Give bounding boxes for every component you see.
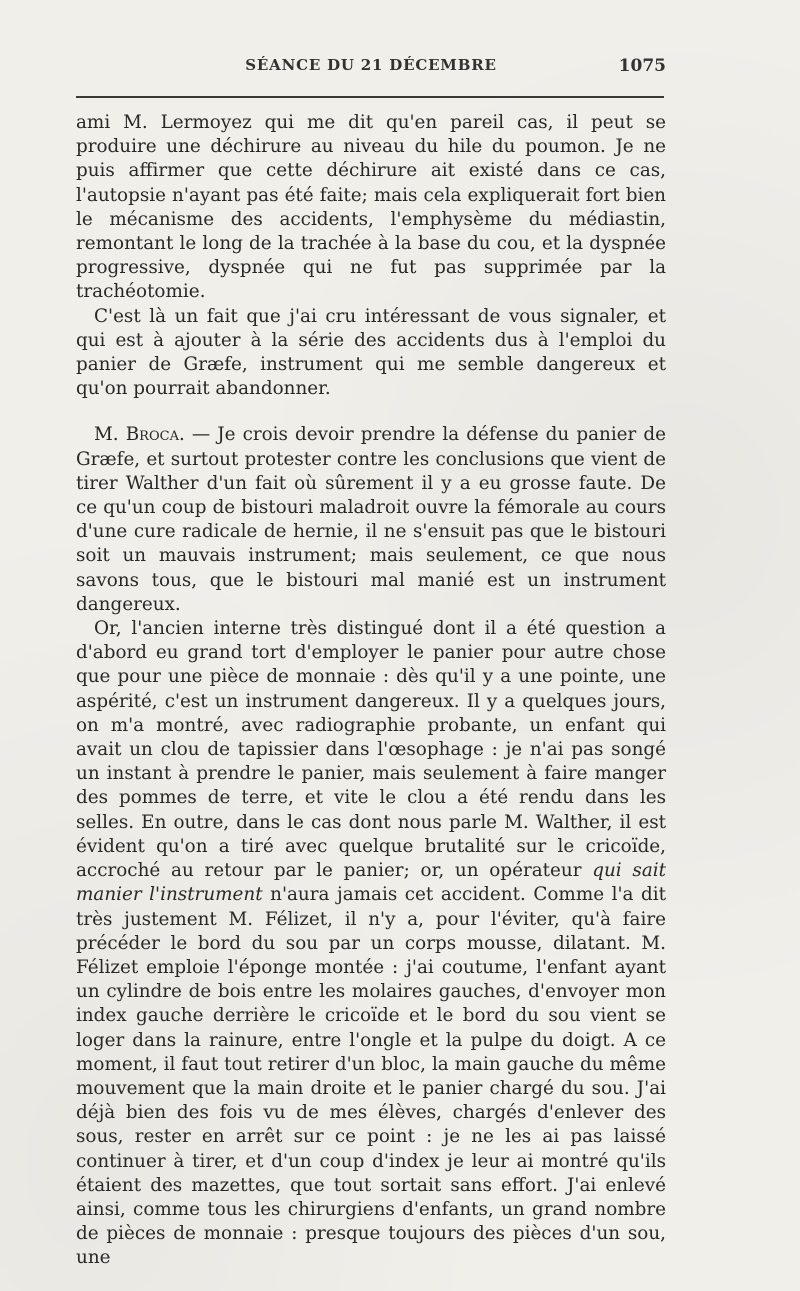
- page-number: 1075: [618, 56, 666, 76]
- header-rule: [76, 96, 664, 98]
- body-text: [76, 111, 666, 1271]
- paragraph-technique: [76, 617, 666, 1270]
- paragraph-conclusion: C'est là un fait que j'ai cru intéressant de vous signaler, et qui est à ajouter à la série des accidents dus à l'emploi du panier de Græfe, instrument qui me semble dangereux et qu'on pourrait abandonner.: [76, 305, 666, 400]
- speaker-prefix: M.: [94, 424, 126, 446]
- paragraph-technique-before-italic: Or, l'ancien interne très distingué dont il a été question a d'abord eu grand tort d'employer le panier pour autre chose que pour une pièce de monnaie : dès qu'il y a une pointe, une aspérité, c'est un instrument dangereux. Il y a quelques jours, on m'a montré, avec radiographie probante, un enfant qui avait un clou de tapissier dans l'œsophage : je n'ai pas songé un instant à prendre le panier, mais seulement à faire manger des pommes de terre, et vite le clou a été rendu dans les selles. En outre, dans le cas dont nous parle M. Walther, il est évident qu'on a tiré avec quelque brutalité sur le cricoïde, accroché au retour par le panier; or, un opérateur: [76, 618, 666, 882]
- page-header: [76, 56, 666, 84]
- paragraph-broca-text: . — Je crois devoir prendre la défense du panier de Græfe, et surtout protester contre les conclusions que vient de tirer Walther d'un fait où sûrement il y a eu grosse faute. De ce qu'un coup de bistouri maladroit ouvre la fémorale au cours d'une cure radicale de hernie, il ne s'ensuit pas que le bistouri soit un mauvais instrument; mais seulement, ce que nous savons tous, que le bistouri mal manié est un instrument dangereux.: [76, 424, 666, 615]
- italic-phrase: qui sait manier l'instrument: [76, 860, 667, 906]
- paragraph-continuation: ami M. Lermoyez qui me dit qu'en pareil cas, il peut se produire une déchirure au niveau du hile du poumon. Je ne puis affirmer que cette déchirure ait existé dans ce cas, l'autopsie n'ayant pas été faite; mais cela expliquerait fort bien le mécanisme des accidents, l'emphysème du médiastin, remontant le long de la trachée à la base du cou, et la dyspnée progressive, dyspnée qui ne fut pas supprimée par la trachéotomie.: [76, 112, 666, 303]
- speaker-name: Broca: [125, 424, 179, 446]
- paragraph-broca-response: [76, 423, 666, 617]
- running-head: SÉANCE DU 21 DÉCEMBRE: [245, 56, 497, 74]
- paragraph-technique-after-italic: n'aura jamais cet accident. Comme l'a dit très justement M. Félizet, il n'y a, pour l'éviter, qu'à faire précéder le bord du sou par un corps mousse, dilatant. M. Félizet emploie l'éponge montée : j'ai coutume, l'enfant ayant un cylindre de bois entre les molaires gauches, d'envoyer mon index gauche derrière le cricoïde et le bord du sou vient se loger dans la rainure, entre l'ongle et la pulpe du doigt. A ce moment, il faut tout retirer d'un bloc, la main gauche du même mouvement que la main droite et le panier chargé du sou. J'ai déjà bien des fois vu de mes élèves, chargés d'enlever des sous, rester en arrêt sur ce point : je ne les ai pas laissé continuer à tirer, et d'un coup d'index je leur ai montré qu'ils étaient des mazettes, que tout sortait sans effort. J'ai enlevé ainsi, comme tous les chirurgiens d'enfants, un grand nombre de pièces de monnaie : presque toujours des pièces d'un sou, une: [76, 884, 666, 1269]
